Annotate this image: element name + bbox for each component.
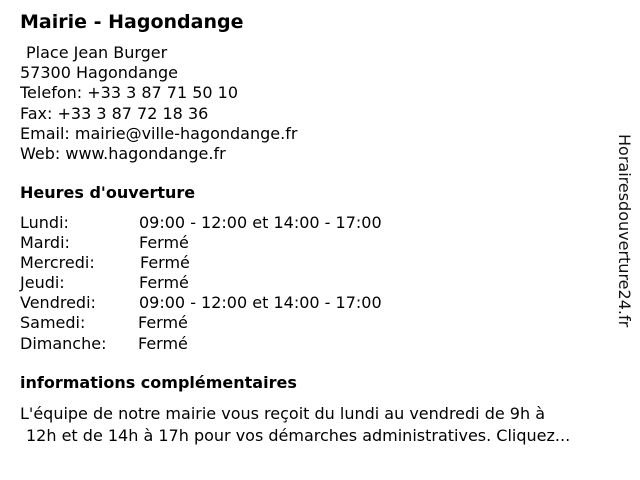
hours-row-saturday — [20, 313, 500, 333]
address-block — [20, 43, 297, 164]
day-hours: 09:00 - 12:00 et 14:00 - 17:00 — [139, 293, 382, 313]
day-label: Mercredi: — [20, 253, 95, 273]
day-label: Lundi: — [20, 213, 69, 232]
email-address: Email: mairie@ville-hagondange.fr — [20, 123, 298, 143]
opening-hours-table — [20, 213, 500, 354]
info-line: L'équipe de notre mairie vous reçoit du lundi au vendredi de 9h à — [20, 404, 545, 423]
additional-info-heading: informations complémentaires — [20, 373, 297, 392]
hours-row-monday — [20, 213, 500, 233]
info-line: 12h et de 14h à 17h pour vos démarches administratives. Cliquez... — [26, 426, 571, 445]
hours-row-wednesday — [20, 253, 500, 273]
address-city: 57300 Hagondange — [20, 63, 179, 83]
website: Web: www.hagondange.fr — [20, 143, 226, 163]
fax-number: Fax: +33 3 87 72 18 36 — [20, 103, 209, 123]
day-label: Samedi: — [20, 313, 86, 333]
phone-number: Telefon: +33 3 87 71 50 10 — [20, 83, 239, 103]
page-title: Mairie - Hagondange — [20, 11, 244, 33]
day-hours: Fermé — [138, 333, 188, 353]
day-hours: Fermé — [138, 313, 188, 333]
hours-row-tuesday — [20, 233, 500, 253]
hours-row-friday — [20, 293, 500, 313]
day-label: Jeudi: — [20, 273, 65, 293]
opening-hours-heading: Heures d'ouverture — [20, 183, 196, 202]
site-watermark — [612, 134, 636, 374]
address-street: Place Jean Burger — [26, 43, 168, 62]
day-hours: Fermé — [139, 273, 189, 293]
additional-info-text — [20, 403, 620, 447]
day-label: Mardi: — [20, 233, 70, 253]
hours-row-sunday — [20, 334, 500, 354]
day-label: Vendredi: — [20, 293, 96, 313]
hours-row-thursday — [20, 273, 500, 293]
day-label: Dimanche: — [20, 333, 107, 353]
day-hours: 09:00 - 12:00 et 14:00 - 17:00 — [139, 213, 382, 232]
day-hours: Fermé — [140, 253, 190, 273]
day-hours: Fermé — [139, 233, 189, 253]
site-watermark-text: Horairesdouverture24.fr — [615, 134, 634, 328]
